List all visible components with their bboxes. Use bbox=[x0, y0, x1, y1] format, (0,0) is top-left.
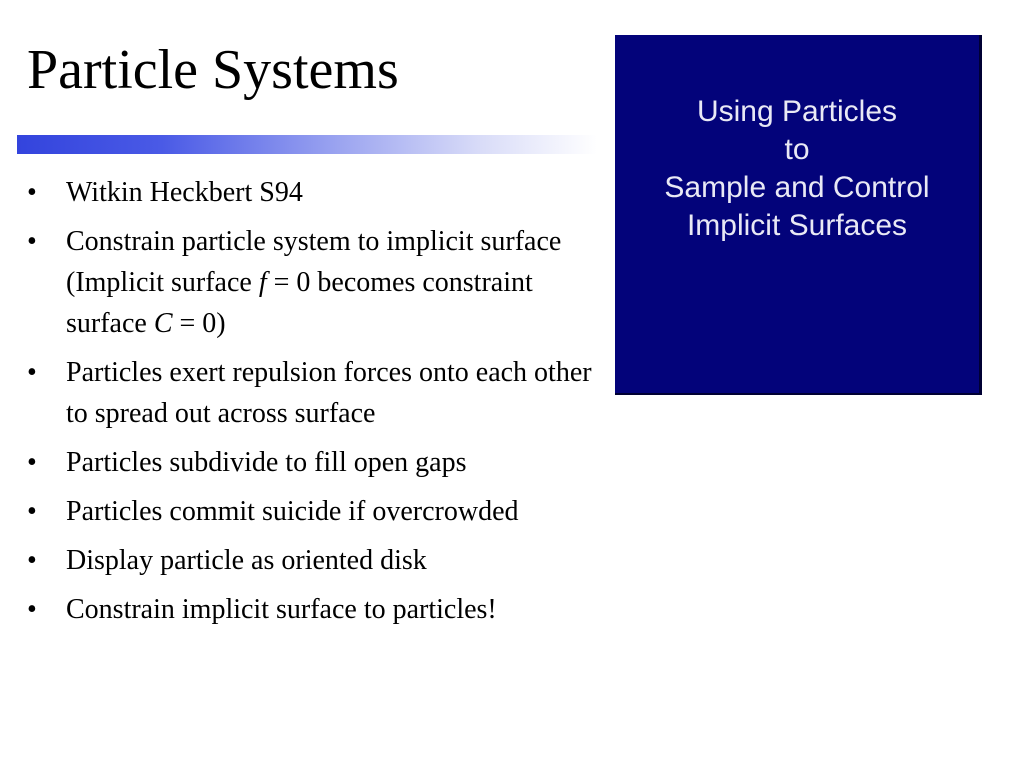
bullet-item bbox=[27, 442, 607, 483]
bullet-item bbox=[27, 491, 607, 532]
bullet-text: Constrain implicit surface to particles! bbox=[66, 594, 497, 625]
bullet-marker: • bbox=[27, 545, 37, 576]
bullet-item bbox=[27, 589, 607, 630]
bullet-marker: • bbox=[27, 177, 37, 208]
image-caption-line: Using Particles bbox=[696, 95, 898, 128]
bullet-marker: • bbox=[27, 496, 37, 527]
bullet-item bbox=[27, 540, 607, 581]
bullet-list bbox=[27, 172, 607, 638]
bullet-text-segment: = 0) bbox=[172, 308, 226, 339]
bullet-marker: • bbox=[27, 447, 37, 478]
bullet-text: Particles exert repulsion forces onto each other to spread out across surface bbox=[66, 357, 592, 429]
bullet-item bbox=[27, 352, 607, 434]
bullet-item bbox=[27, 172, 607, 213]
variable-c: C bbox=[153, 308, 173, 339]
image-caption bbox=[615, 93, 979, 245]
slide-title: Particle Systems bbox=[27, 39, 399, 101]
bullet-text: Particles commit suicide if overcrowded bbox=[66, 496, 519, 527]
bullet-text-segment: Constrain particle system to implicit surface (Implicit surface bbox=[66, 226, 562, 298]
bullet-marker: • bbox=[27, 226, 37, 257]
variable-f: f bbox=[258, 267, 267, 298]
bullet-text: Witkin Heckbert S94 bbox=[66, 177, 303, 208]
bullet-marker: • bbox=[27, 357, 37, 388]
bullet-text-segment: = 0 becomes constraint surface bbox=[66, 267, 533, 339]
bullet-marker: • bbox=[27, 594, 37, 625]
title-gradient-rule bbox=[17, 135, 597, 154]
bullet-text: Display particle as oriented disk bbox=[66, 545, 427, 576]
image-caption-line: to bbox=[784, 133, 810, 166]
bullet-text: Particles subdivide to fill open gaps bbox=[66, 447, 467, 478]
image-caption-line: Sample and Control bbox=[664, 171, 930, 204]
image-caption-line: Implicit Surfaces bbox=[686, 209, 908, 242]
bullet-item bbox=[27, 221, 607, 344]
bullet-text bbox=[66, 226, 561, 339]
video-title-image bbox=[615, 35, 982, 395]
